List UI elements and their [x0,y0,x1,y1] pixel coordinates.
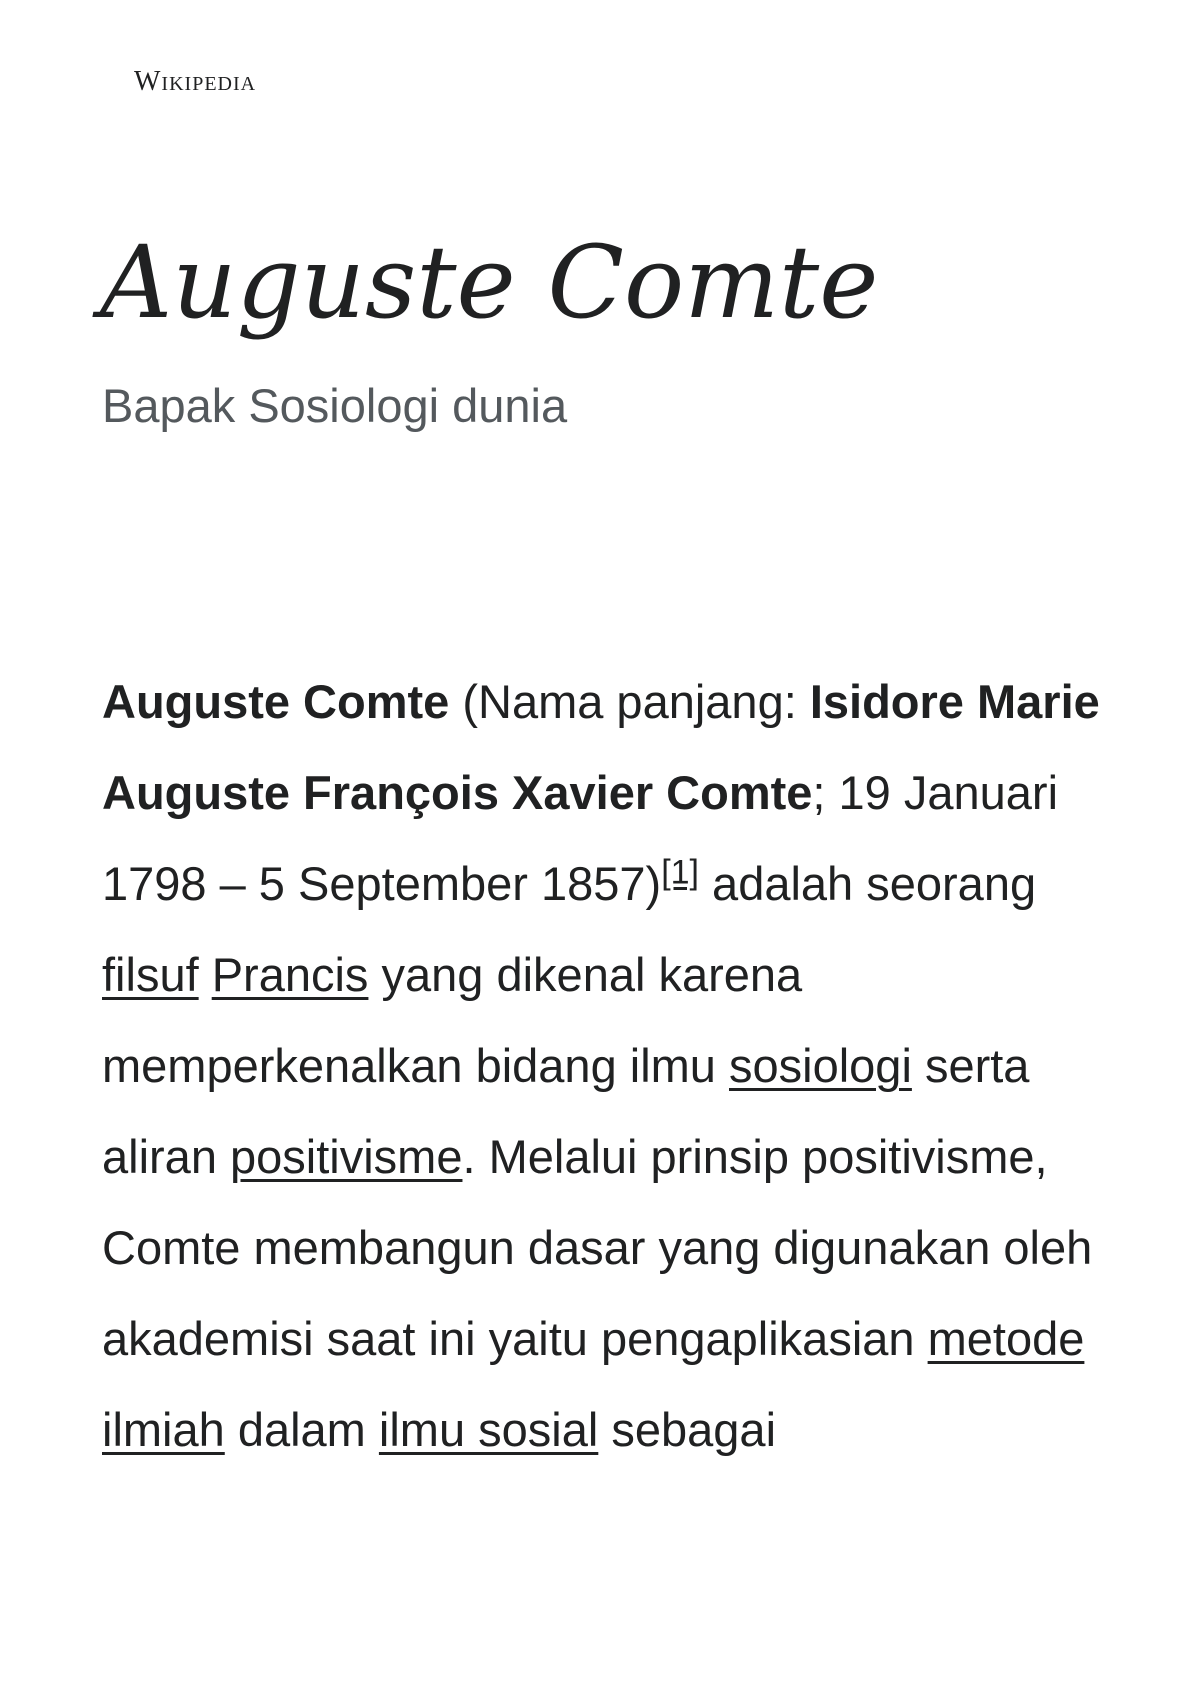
lead-text: sebagai [598,1403,777,1456]
lead-text: . Melalui prinsip positivisme, Comte membangun dasar yang digunakan oleh akademisi saat ini yaitu pengaplikasian [102,1130,1093,1365]
link-metode-ilmiah[interactable]: metode ilmiah [102,1312,1085,1456]
link-sosiologi[interactable]: sosiologi [729,1039,912,1092]
link-filsuf[interactable]: filsuf [102,948,199,1001]
lead-text: adalah seorang [699,857,1037,910]
life-dates: ; 19 Januari 1798 – 5 September 1857) [102,766,1059,910]
reference-link-1[interactable]: [1] [661,853,699,892]
link-positivisme[interactable]: positivisme [230,1130,463,1183]
page-subtitle: Bapak Sosiologi dunia [102,379,568,432]
lead-text: dalam [224,1403,379,1456]
lead-text: yang dikenal karena memperkenalkan bidang ilmu [102,948,803,1092]
wikipedia-logo[interactable]: Wikipedia [134,66,257,97]
link-prancis[interactable]: Prancis [211,948,369,1001]
subject-name: Auguste Comte [102,675,450,728]
lead-text: serta aliran [102,1039,1030,1183]
reference-sup [661,853,699,891]
page-title: Auguste Comte [100,224,879,341]
lead-paragraph [102,656,1142,1475]
full-name: Isidore Marie Auguste François Xavier Comte [102,675,1100,819]
link-ilmu-sosial[interactable]: ilmu sosial [378,1403,599,1456]
lead-text [199,948,212,1001]
lead-text: (Nama panjang: [449,675,810,728]
